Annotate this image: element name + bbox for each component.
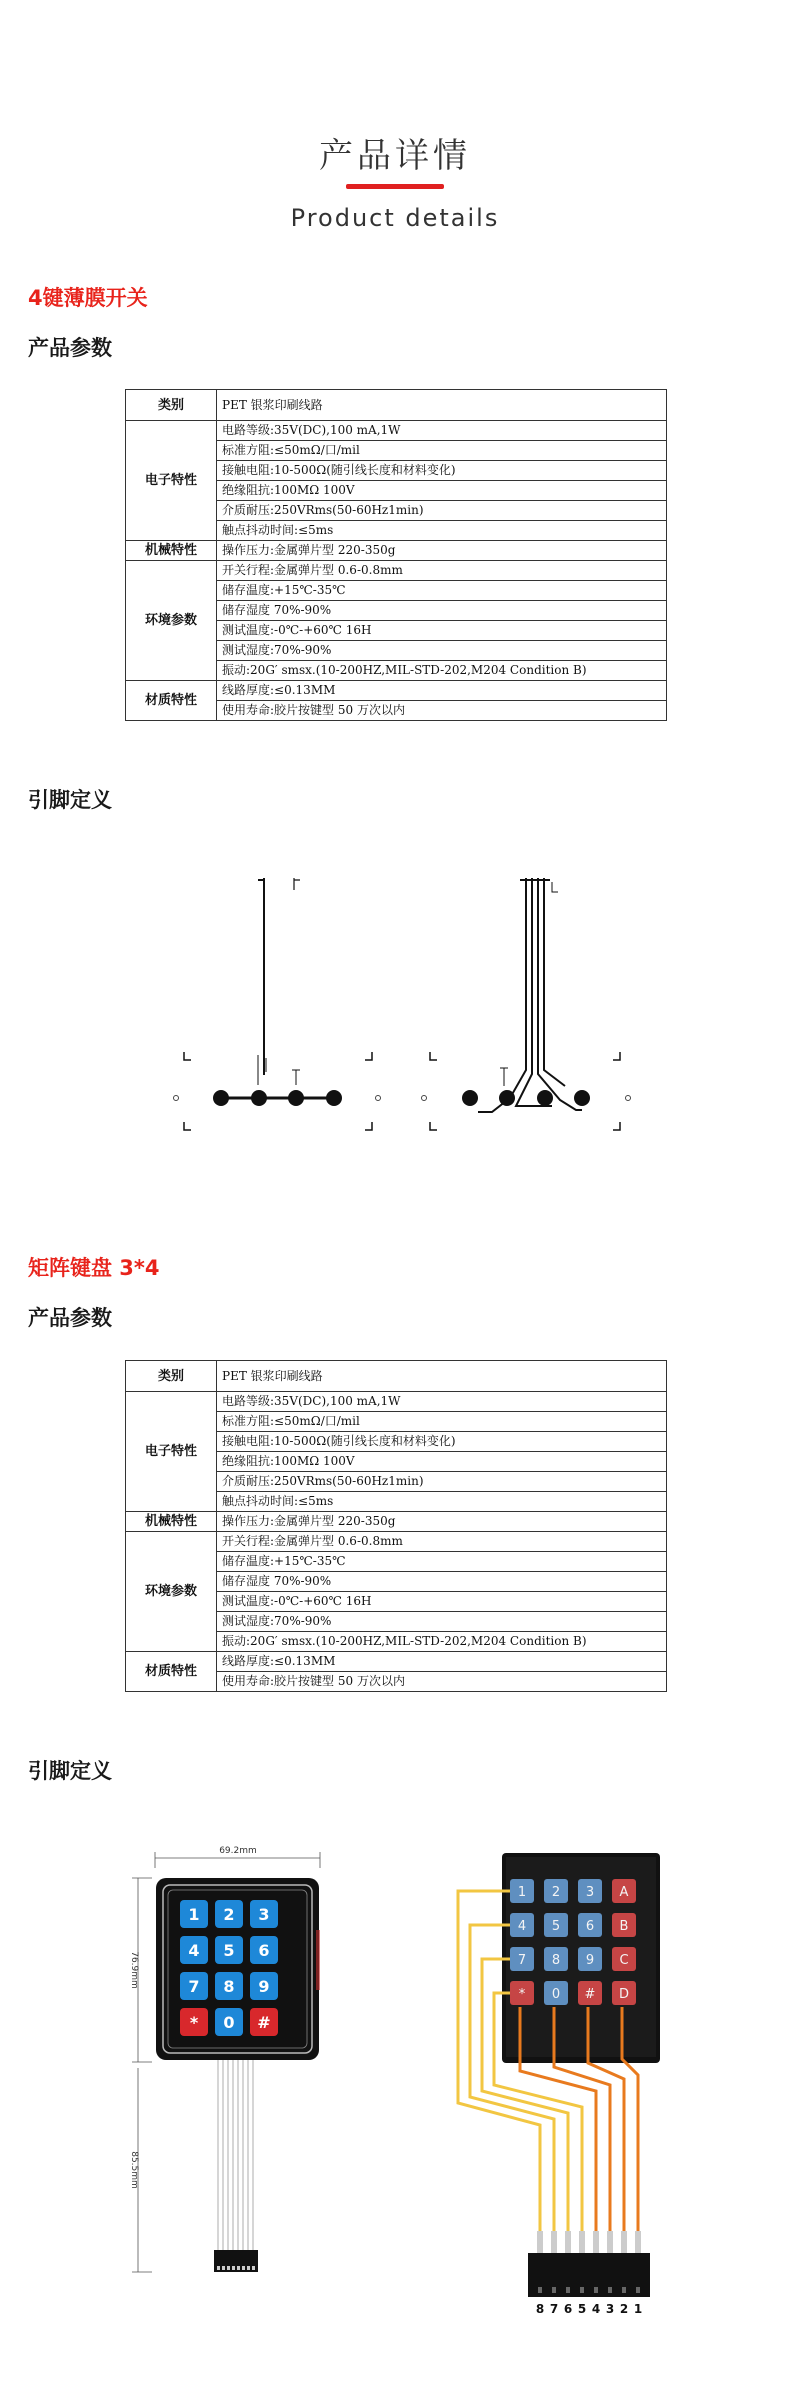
key-label: 8 bbox=[223, 1977, 235, 1996]
keypad-key bbox=[612, 1981, 636, 2005]
spec-value: 储存温度:+15℃-35℃ bbox=[217, 581, 667, 601]
keypad-key bbox=[612, 1913, 636, 1937]
keypad-key bbox=[215, 1936, 243, 1964]
key-label: 5 bbox=[223, 1941, 235, 1960]
spec-category: 类别 bbox=[126, 390, 217, 421]
key-label: * bbox=[189, 2013, 199, 2032]
spec-value: 测试湿度:70%-90% bbox=[217, 1612, 667, 1632]
spec-category: 材质特性 bbox=[126, 1652, 217, 1692]
key-label: 2 bbox=[551, 1885, 561, 1900]
spec-category: 机械特性 bbox=[126, 541, 217, 561]
key-label: 7 bbox=[188, 1977, 200, 1996]
section1-params-heading: 产品参数 bbox=[28, 336, 112, 360]
key-label: 8 bbox=[551, 1953, 561, 1968]
keypad-key bbox=[578, 1879, 602, 1903]
spec-row bbox=[126, 1392, 667, 1412]
spec-row bbox=[126, 390, 667, 421]
keypad-key bbox=[578, 1913, 602, 1937]
spec-value: 测试温度:-0℃-+60℃ 16H bbox=[217, 1592, 667, 1612]
keypad-key bbox=[215, 1900, 243, 1928]
spec-value: 接触电阻:10-500Ω(随引线长度和材料变化) bbox=[217, 461, 667, 481]
spec-category: 电子特性 bbox=[126, 1392, 217, 1512]
height-dimension-label: 76.9mm bbox=[129, 1951, 139, 1989]
spec-table-1 bbox=[125, 389, 667, 721]
spec-value: 开关行程:金属弹片型 0.6-0.8mm bbox=[217, 561, 667, 581]
key-label: # bbox=[584, 1987, 596, 2002]
spec-value: 振动:20G′ smsx.(10-200HZ,MIL-STD-202,M204 Condition B) bbox=[217, 1632, 667, 1652]
pin-label: 6 bbox=[563, 2302, 573, 2315]
pin-label: 5 bbox=[577, 2302, 587, 2315]
key-label: 9 bbox=[258, 1977, 270, 1996]
width-dimension-label: 69.2mm bbox=[219, 1846, 257, 1856]
key-label: 1 bbox=[517, 1885, 527, 1900]
key-label: 3 bbox=[258, 1905, 270, 1924]
keypad-key bbox=[612, 1879, 636, 1903]
spec-value: 接触电阻:10-500Ω(随引线长度和材料变化) bbox=[217, 1432, 667, 1452]
spec-value: PET 银浆印刷线路 bbox=[217, 390, 667, 421]
spec-value: 操作压力:金属弹片型 220-350g bbox=[217, 541, 667, 561]
spec-category: 材质特性 bbox=[126, 681, 217, 721]
key-label: 6 bbox=[585, 1919, 595, 1934]
pin-label: 8 bbox=[535, 2302, 545, 2315]
keypad-key bbox=[612, 1947, 636, 1971]
keypad-wiring-diagram bbox=[440, 1835, 730, 2315]
keypad-dimension-drawing bbox=[120, 1840, 360, 2300]
spec-value: 使用寿命:胶片按键型 50 万次以内 bbox=[217, 1672, 667, 1692]
spec-category: 环境参数 bbox=[126, 1532, 217, 1652]
spec-value: 线路厚度:≤0.13MM bbox=[217, 1652, 667, 1672]
keypad-key bbox=[215, 1972, 243, 2000]
keypad-key bbox=[544, 1913, 568, 1937]
section2-pins-heading: 引脚定义 bbox=[28, 1759, 112, 1783]
spec-category: 机械特性 bbox=[126, 1512, 217, 1532]
key-label: 4 bbox=[188, 1941, 200, 1960]
key-label: 0 bbox=[551, 1987, 561, 2002]
spec-row bbox=[126, 681, 667, 701]
spec-value: 使用寿命:胶片按键型 50 万次以内 bbox=[217, 701, 667, 721]
key-label: 7 bbox=[517, 1953, 527, 1968]
keypad-key bbox=[510, 1913, 534, 1937]
spec-row bbox=[126, 1512, 667, 1532]
keypad-key bbox=[250, 1972, 278, 2000]
spec-value: 介质耐压:250VRms(50-60Hz1min) bbox=[217, 1472, 667, 1492]
keypad-key bbox=[180, 1972, 208, 2000]
keypad-key bbox=[510, 1879, 534, 1903]
spec-value: 储存湿度 70%-90% bbox=[217, 601, 667, 621]
key-label: # bbox=[257, 2013, 271, 2032]
spec-value: 标准方阻:≤50mΩ/口/mil bbox=[217, 441, 667, 461]
spec-value: 电路等级:35V(DC),100 mA,1W bbox=[217, 421, 667, 441]
spec-row bbox=[126, 1652, 667, 1672]
spec-row bbox=[126, 561, 667, 581]
key-label: 2 bbox=[223, 1905, 235, 1924]
keypad-key bbox=[250, 1936, 278, 1964]
pin-label: 4 bbox=[591, 2302, 601, 2315]
spec-value: 开关行程:金属弹片型 0.6-0.8mm bbox=[217, 1532, 667, 1552]
key-label: 5 bbox=[551, 1919, 561, 1934]
spec-value: 测试温度:-0℃-+60℃ 16H bbox=[217, 621, 667, 641]
spec-value: 触点抖动时间:≤5ms bbox=[217, 521, 667, 541]
spec-category: 电子特性 bbox=[126, 421, 217, 541]
spec-row bbox=[126, 1361, 667, 1392]
spec-value: 线路厚度:≤0.13MM bbox=[217, 681, 667, 701]
keypad-key bbox=[578, 1981, 602, 2005]
keypad-key bbox=[180, 1900, 208, 1928]
spec-value: 绝缘阻抗:100MΩ 100V bbox=[217, 1452, 667, 1472]
cable-dimension-label: 85.5mm bbox=[129, 2151, 139, 2189]
keypad-key bbox=[180, 2008, 208, 2036]
key-label: D bbox=[618, 1987, 630, 2002]
key-label: 0 bbox=[223, 2013, 235, 2032]
spec-value: 储存湿度 70%-90% bbox=[217, 1572, 667, 1592]
spec-category: 环境参数 bbox=[126, 561, 217, 681]
keypad-key bbox=[180, 1936, 208, 1964]
spec-row bbox=[126, 1532, 667, 1552]
spec-value: PET 银浆印刷线路 bbox=[217, 1361, 667, 1392]
membrane-switch-diagram bbox=[0, 860, 790, 1140]
key-label: 1 bbox=[188, 1905, 200, 1924]
spec-row bbox=[126, 541, 667, 561]
keypad-key bbox=[510, 1947, 534, 1971]
section2-params-heading: 产品参数 bbox=[28, 1306, 112, 1330]
keypad-key bbox=[544, 1981, 568, 2005]
key-label: * bbox=[518, 1987, 526, 2002]
page-subtitle: Product details bbox=[290, 204, 500, 232]
spec-value: 介质耐压:250VRms(50-60Hz1min) bbox=[217, 501, 667, 521]
keypad-key bbox=[250, 1900, 278, 1928]
section1-pins-heading: 引脚定义 bbox=[28, 788, 112, 812]
keypad-key bbox=[544, 1879, 568, 1903]
section2-title: 矩阵键盘 3*4 bbox=[28, 1256, 160, 1280]
keypad-key bbox=[510, 1981, 534, 2005]
spec-value: 电路等级:35V(DC),100 mA,1W bbox=[217, 1392, 667, 1412]
spec-category: 类别 bbox=[126, 1361, 217, 1392]
page-title: 产品详情 bbox=[319, 136, 471, 176]
spec-value: 振动:20G′ smsx.(10-200HZ,MIL-STD-202,M204 Condition B) bbox=[217, 661, 667, 681]
key-label: 9 bbox=[585, 1953, 595, 1968]
spec-row bbox=[126, 421, 667, 441]
key-label: 3 bbox=[585, 1885, 595, 1900]
key-label: B bbox=[619, 1919, 629, 1934]
keypad-key bbox=[544, 1947, 568, 1971]
section1-title: 4键薄膜开关 bbox=[28, 286, 148, 310]
spec-value: 标准方阻:≤50mΩ/口/mil bbox=[217, 1412, 667, 1432]
spec-table-2 bbox=[125, 1360, 667, 1692]
key-label: C bbox=[619, 1953, 629, 1968]
keypad-key bbox=[250, 2008, 278, 2036]
pin-label: 3 bbox=[605, 2302, 615, 2315]
spec-value: 操作压力:金属弹片型 220-350g bbox=[217, 1512, 667, 1532]
pin-label: 1 bbox=[633, 2302, 643, 2315]
pin-label: 2 bbox=[619, 2302, 629, 2315]
key-label: 6 bbox=[258, 1941, 270, 1960]
keypad-key bbox=[578, 1947, 602, 1971]
key-label: A bbox=[619, 1885, 629, 1900]
spec-value: 绝缘阻抗:100MΩ 100V bbox=[217, 481, 667, 501]
pin-label: 7 bbox=[549, 2302, 559, 2315]
keypad-key bbox=[215, 2008, 243, 2036]
title-underline bbox=[346, 184, 444, 189]
spec-value: 触点抖动时间:≤5ms bbox=[217, 1492, 667, 1512]
spec-value: 测试湿度:70%-90% bbox=[217, 641, 667, 661]
spec-value: 储存温度:+15℃-35℃ bbox=[217, 1552, 667, 1572]
key-label: 4 bbox=[517, 1919, 527, 1934]
